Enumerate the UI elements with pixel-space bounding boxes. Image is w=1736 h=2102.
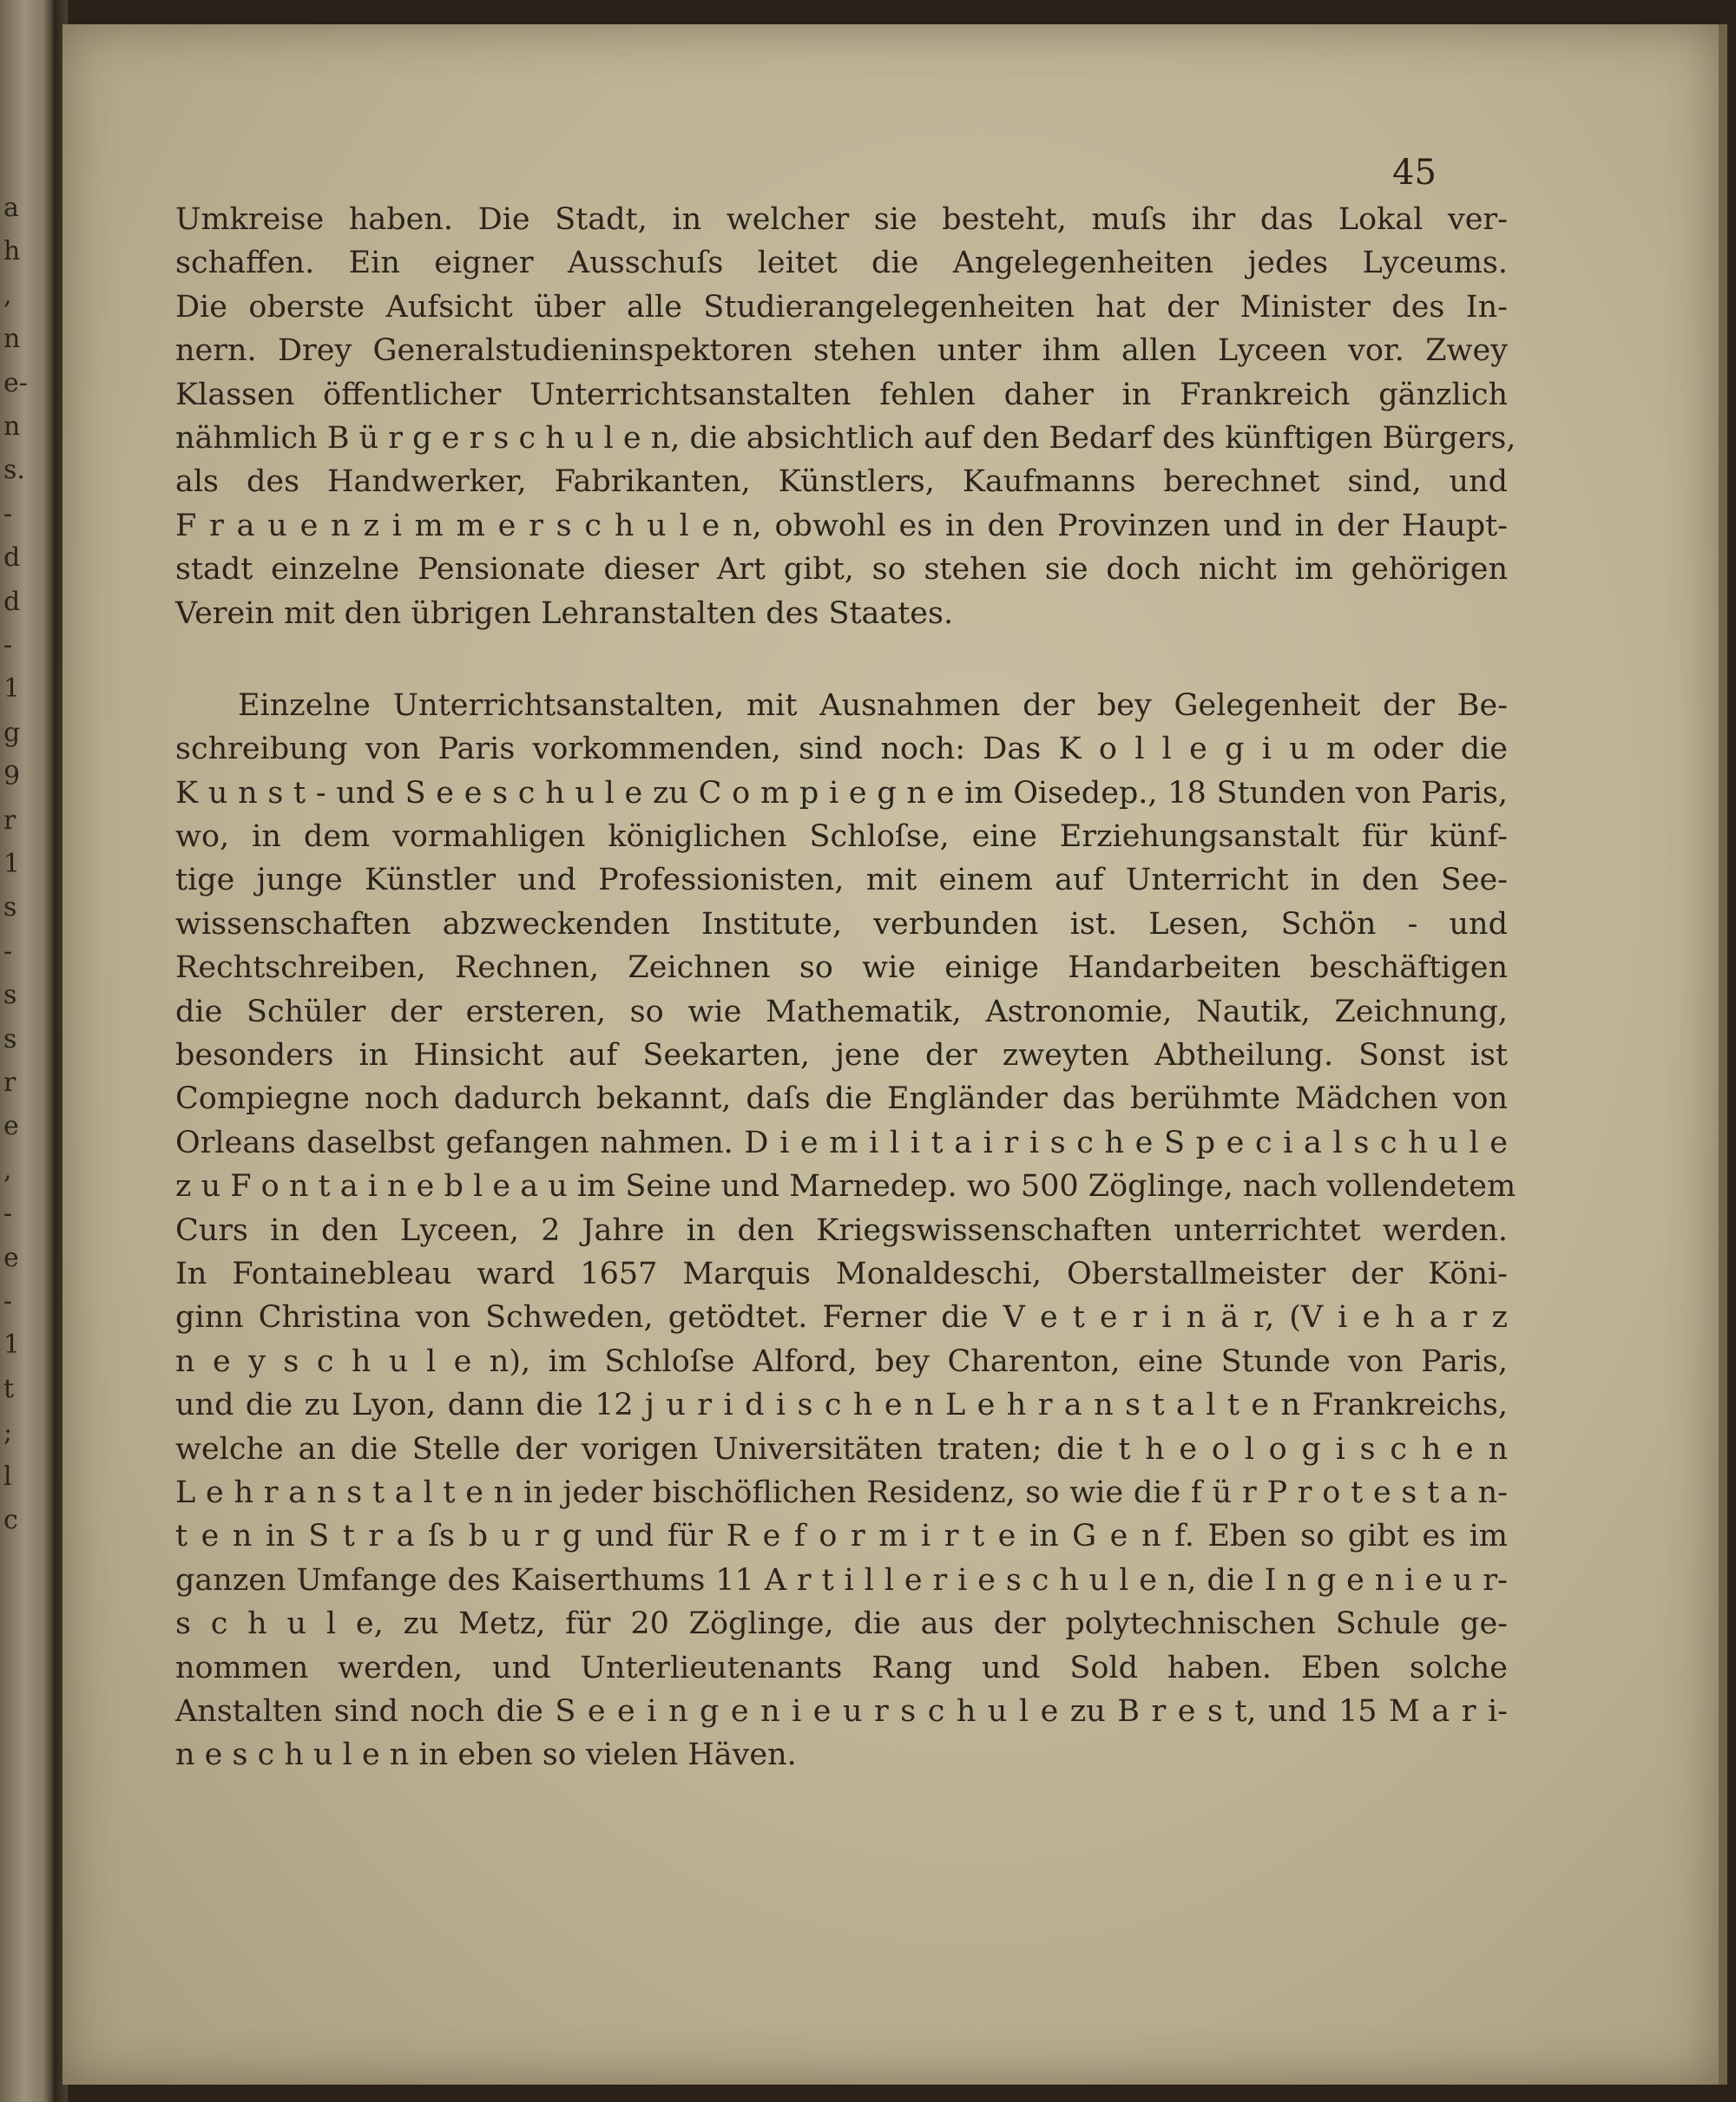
facing-page-glyph: e <box>3 1242 19 1273</box>
text-line: tige junge Künstler und Professionisten, mit einem auf Unterricht in den See- <box>175 863 1508 898</box>
text-line: s c h u l e, zu Metz, für 20 Zöglinge, die aus der polytechnischen Schule ge- <box>175 1606 1508 1642</box>
text-line: Klassen öffentlicher Unterrichtsanstalten fehlen daher in Frankreich gänzlich <box>175 377 1508 412</box>
text-line: z u F o n t a i n e b l e a u im Seine und Marnedep. wo 500 Zöglinge, nach vollendetem <box>175 1169 1516 1205</box>
facing-page-glyph: e <box>3 1111 19 1142</box>
facing-page-glyph: r <box>3 805 16 836</box>
text-line: Verein mit den übrigen Lehranstalten des Staates. <box>175 595 954 631</box>
body-text <box>175 198 1516 1777</box>
paragraph <box>175 684 1516 1777</box>
text-line: nern. Drey Generalstudieninspektoren stehen unter ihm allen Lyceen vor. Zwey <box>175 333 1508 369</box>
text-line: F r a u e n z i m m e r s c h u l e n, obwohl es in den Provinzen und in der Haupt- <box>175 508 1508 543</box>
text-line: Curs in den Lyceen, 2 Jahre in den Kriegswissenschaften unterrichtet werden. <box>175 1212 1508 1248</box>
text-line: t e n in S t r a ſs b u r g und für R e f o r m i r t e in G e n f. Eben so gibt es im <box>175 1519 1508 1554</box>
facing-page-glyph: e- <box>3 367 28 398</box>
text-line: stadt einzelne Pensionate dieser Art gibt, so stehen sie doch nicht im gehörigen <box>175 552 1508 588</box>
facing-page-glyph: - <box>3 936 13 967</box>
facing-page-glyph: - <box>3 498 13 529</box>
facing-page-glyph: a <box>3 193 19 223</box>
text-line: ginn Christina von Schweden, getödtet. Ferner die V e t e r i n ä r, (V i e h a r z <box>175 1300 1508 1336</box>
text-line: als des Handwerker, Fabrikanten, Künstlers, Kaufmanns berechnet sind, und <box>175 464 1508 500</box>
facing-page-glyph: c <box>3 1505 18 1535</box>
facing-page-glyph: h <box>3 236 21 267</box>
text-line: schaffen. Ein eigner Ausschuſs leitet die Angelegenheiten jedes Lyceums. <box>175 246 1508 281</box>
text-line: Orleans daselbst gefangen nahmen. D i e m i l i t a i r i s c h e S p e c i a l s c h u l e <box>175 1125 1508 1160</box>
facing-page-glyph: s <box>3 980 17 1011</box>
facing-page-glyph: l <box>3 1461 12 1492</box>
facing-page-glyph: 1 <box>3 673 21 705</box>
facing-page-glyph: - <box>3 1199 13 1230</box>
facing-page-glyph: r <box>3 1067 16 1098</box>
text-line: wissenschaften abzweckenden Institute, verbunden ist. Lesen, Schön - und <box>175 906 1508 942</box>
text-line: K u n s t - und S e e s c h u l e zu C o m p i e g n e im Oisedep., 18 Stunden von Paris, <box>175 775 1508 811</box>
facing-page-glyph: d <box>3 586 21 617</box>
text-line: die Schüler der ersteren, so wie Mathematik, Astronomie, Nautik, Zeichnung, <box>175 994 1508 1029</box>
facing-page-glyph: - <box>3 630 13 660</box>
facing-page-glyph: n <box>3 324 21 355</box>
text-line: welche an die Stelle der vorigen Universitäten traten; die t h e o l o g i s c h e n <box>175 1431 1508 1467</box>
book-page <box>62 24 1727 2085</box>
facing-page-glyph: n <box>3 411 21 442</box>
facing-page-glyph: g <box>3 717 21 748</box>
facing-page-glyph: , <box>3 1154 12 1186</box>
text-line: Compiegne noch dadurch bekannt, daſs die Engländer das berühmte Mädchen von <box>175 1081 1508 1117</box>
facing-page-glyph: t <box>3 1373 15 1404</box>
facing-page-glyph: - <box>3 1286 13 1317</box>
page-number: 45 <box>1392 153 1437 193</box>
facing-page-glyph: s <box>3 1023 17 1054</box>
facing-page-glyph: 9 <box>3 761 21 792</box>
text-line: Umkreise haben. Die Stadt, in welcher sie besteht, muſs ihr das Lokal ver- <box>175 202 1508 237</box>
facing-page-glyph: 1 <box>3 1330 21 1361</box>
text-line: n e s c h u l e n in eben so vielen Häven. <box>175 1737 797 1773</box>
text-line: besonders in Hinsicht auf Seekarten, jene der zweyten Abtheilung. Sonst ist <box>175 1038 1508 1074</box>
text-line: wo, in dem vormahligen königlichen Schloſse, eine Erziehungsanstalt für künf- <box>175 819 1508 855</box>
text-line: ganzen Umfange des Kaiserthums 11 A r t i l l e r i e s c h u l e n, die I n g e n i e u r- <box>175 1562 1508 1598</box>
paragraph <box>175 198 1516 635</box>
text-line: L e h r a n s t a l t e n in jeder bischöflichen Residenz, so wie die f ü r P r o t e s t a n- <box>175 1475 1508 1510</box>
text-line: nommen werden, und Unterlieutenants Rang und Sold haben. Eben solche <box>175 1650 1508 1685</box>
text-line: Die oberste Aufsicht über alle Studierangelegenheiten hat der Minister des In- <box>175 289 1508 325</box>
text-line: und die zu Lyon, dann die 12 j u r i d i s c h e n L e h r a n s t a l t e n Frankreichs, <box>175 1388 1508 1423</box>
text-line: Rechtschreiben, Rechnen, Zeichnen so wie einige Handarbeiten beschäftigen <box>175 950 1508 986</box>
text-line: schreibung von Paris vorkommenden, sind noch: Das K o l l e g i u m oder die <box>175 732 1508 767</box>
left-page-edge <box>0 0 54 2102</box>
text-line: Anstalten sind noch die S e e i n g e n i e u r s c h u l e zu B r e s t, und 15 M a r i- <box>175 1693 1508 1729</box>
facing-page-glyph: s. <box>3 455 25 486</box>
text-line: In Fontainebleau ward 1657 Marquis Monaldeschi, Oberstallmeister der Köni- <box>175 1256 1508 1291</box>
facing-page-glyph: d <box>3 542 21 574</box>
facing-page-glyph: ; <box>3 1417 13 1448</box>
facing-page-glyph: 1 <box>3 849 21 879</box>
text-line: Einzelne Unterrichtsanstalten, mit Ausnahmen der bey Gelegenheit der Be- <box>238 687 1508 723</box>
text-line: n e y s c h u l e n), im Schloſse Alford, bey Charenton, eine Stunde von Paris, <box>175 1343 1508 1379</box>
facing-page-glyph: , <box>3 279 12 311</box>
text-line: nähmlich B ü r g e r s c h u l e n, die absichtlich auf den Bedarf des künftigen Bürgers, <box>175 420 1516 456</box>
facing-page-glyph: s <box>3 892 17 923</box>
